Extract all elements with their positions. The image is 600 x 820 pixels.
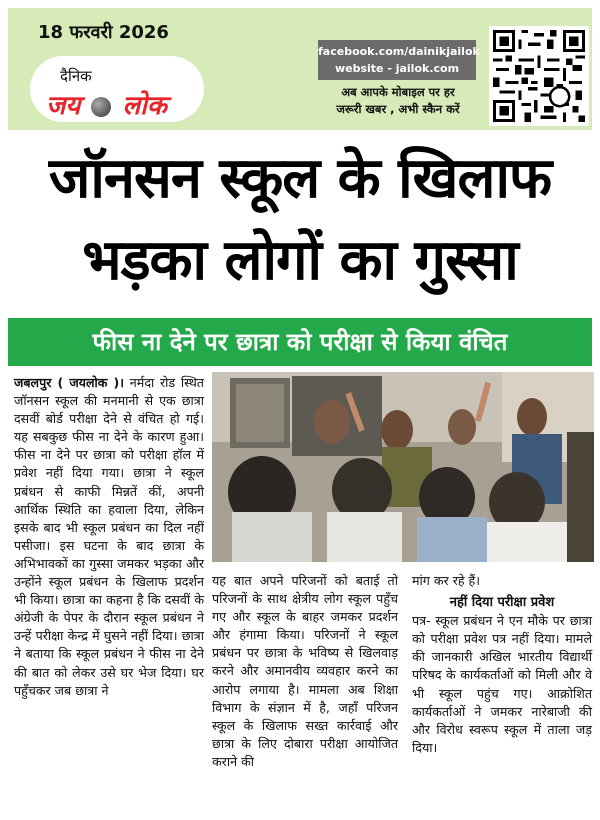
headline: [0, 138, 600, 302]
qr-code-graphic: [493, 30, 585, 122]
globe-icon: [91, 97, 111, 117]
article-col3-text: पत्र- स्कूल प्रबंधन ने एन मौके पर छात्रा को परीक्षा प्रवेश पत्र नहीं दिया। मामले की जानकारी अखिल भारतीय विद्यार्थी परिषद के कार्यकर्ताओं को मिली और वे भी स्कूल पहुंच गए। आक्रोशित कार्यकर्ताओं ने जमकर नारेबाजी की और विरोध स्वरूप स्कूल में ताला जड़ दिया।: [412, 613, 592, 755]
article-column-3: [412, 572, 592, 757]
social-links-box: [318, 40, 480, 80]
subheadline-bar: फीस ना देने पर छात्रा को परीक्षा से किया वंचित: [8, 318, 592, 366]
protest-photo: [212, 372, 594, 562]
scan-line-1: अब आपके मोबाइल पर हर: [341, 85, 455, 99]
article-column-1: [14, 374, 204, 700]
logo: [46, 86, 167, 122]
article-col1-text: नर्मदा रोड स्थित जॉनसन स्कूल की मनमानी से एक छात्रा दसवीं बोर्ड परीक्षा देने से वंचित हो गई। यह सबकुछ फीस ना देने के कारण हुआ। फीस ना देने पर छात्रा को परीक्षा हॉल में प्रवेश नहीं दिया गया। छात्रा ने स्कूल प्रबंधन से काफी मिन्नतें कीं, अपनी आर्थिक स्थिति का हवाला दिया, लेकिन इसके बाद भी स्कूल प्रबंधन का दिल नहीं पसीजा। इस घटना के बाद छात्रा के अभिभावकों का गुस्सा जमकर भड़का और उन्होंने स्कूल प्रबंधन के खिलाफ प्रदर्शन भी किया। छात्रा का कहना है कि दसवीं के अंग्रेजी के पेपर के दौरान स्कूल प्रबंधन ने उन्हें परीक्षा केन्द्र में घुसने नहीं दिया। छात्रा ने बताया कि स्कूल प्रबंधन ने फीस ना देने की बात को लेकर उसे घर भेज दिया। घर पहुँचकर जब छात्रा ने: [14, 375, 204, 698]
logo-word-left: जय: [46, 91, 81, 121]
qr-code-icon[interactable]: [489, 26, 589, 126]
website-link[interactable]: website - jailok.com: [334, 62, 460, 75]
article-col3-lead: मांग कर रहे हैं।: [412, 573, 481, 588]
protest-photo-graphic: [212, 372, 594, 562]
article-col2-text: यह बात अपने परिजनों को बताई तो परिजनों के साथ क्षेत्रीय लोग स्कूल पहुँच गए और स्कूल के बाहर जमकर प्रदर्शन और हंगामा किया। परिजनों ने स्कूल प्रबंधन पर छात्रा के भविष्य से खिलवाड़ करने और अमानवीय व्यवहार करने का आरोप लगाया है। मामला अब शिक्षा विभाग के संज्ञान में है, जहाँ परिजन स्कूल के खिलाफ सख्त कार्रवाई और छात्रा के लिए दोबारा परीक्षा आयोजित कराने की: [212, 573, 398, 769]
facebook-link[interactable]: facebook.com/dainikjailok: [318, 45, 480, 58]
headline-line-1: जॉनसन स्कूल के खिलाफ: [48, 146, 552, 211]
masthead: [8, 8, 592, 130]
article-subhead: नहीं दिया परीक्षा प्रवेश: [449, 595, 555, 611]
logo-word-right: लोक: [122, 91, 167, 121]
dateline: जबलपुर ( जयलोक )।: [14, 375, 125, 390]
article-column-2: [212, 572, 398, 771]
issue-date: 18 फरवरी 2026: [38, 22, 169, 43]
scan-line-2: जरूरी खबर , अभी स्कैन करें: [336, 102, 460, 116]
scan-prompt: [313, 84, 483, 118]
headline-line-2: भड़का लोगों का गुस्सा: [82, 228, 518, 293]
logo-tagline: दैनिक: [60, 67, 92, 85]
